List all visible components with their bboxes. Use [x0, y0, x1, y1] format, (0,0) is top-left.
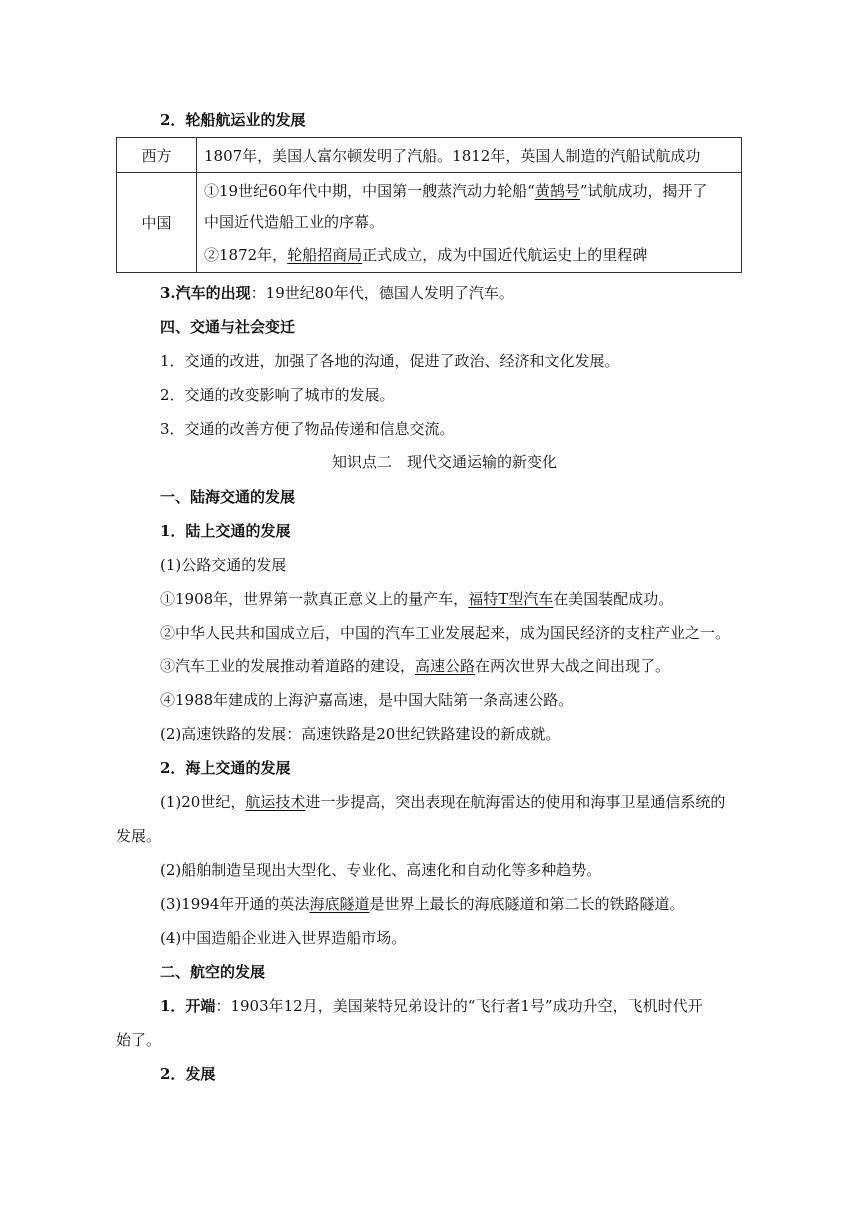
paragraph-sea-1-cont: 发展。	[116, 827, 162, 845]
text: 正式成立，成为中国近代航运史上的里程碑	[362, 246, 648, 264]
paragraph-sea-3	[160, 894, 684, 914]
knowledge-point-title: 知识点二 现代交通运输的新变化	[332, 453, 558, 471]
text: ①19世纪60年代中期，中国第一艘蒸汽动力轮船“	[204, 182, 535, 200]
text: ”试航成功，揭开了	[579, 182, 708, 200]
table-cell-china-content	[197, 173, 742, 273]
subheading-land: 1．陆上交通的发展	[160, 522, 291, 540]
text: ①1908年，世界第一款真正意义上的量产车，	[160, 590, 469, 608]
text: 是世界上最长的海底隧道和第二长的铁路隧道。	[369, 895, 685, 913]
paragraph-road-2: ②中华人民共和国成立后，中国的汽车工业发展起来，成为国民经济的支柱产业之一。	[160, 624, 731, 642]
text: ③汽车工业的发展推动着道路的建设，	[160, 657, 416, 675]
paragraph-air-1-cont: 始了。	[116, 1031, 162, 1049]
paragraph-road-3	[160, 656, 670, 676]
paragraph-road-4: ④1988年建成的上海沪嘉高速，是中国大陆第一条高速公路。	[160, 691, 574, 709]
section-heading-society: 四、交通与社会变迁	[160, 318, 296, 336]
subheading-sea: 2．海上交通的发展	[160, 759, 291, 777]
list-item: 2．交通的改变影响了城市的发展。	[160, 386, 395, 404]
text: 进一步提高，突出表现在航海雷达的使用和海事卫星通信系统的	[305, 793, 726, 811]
china-line-3	[204, 239, 735, 272]
text: ：1903年12月，美国莱特兄弟设计的“飞行者1号”成功升空，飞机时代开	[215, 997, 703, 1015]
bold-label: 3.汽车的出现	[160, 284, 251, 302]
section-heading-land-sea: 一、陆海交通的发展	[160, 488, 296, 506]
paragraph-sea-1	[160, 792, 725, 812]
underlined-term: 黄鹄号	[534, 182, 580, 200]
china-line-1	[204, 173, 735, 206]
table-row	[117, 173, 742, 273]
subheading-road: (1)公路交通的发展	[160, 556, 287, 574]
text: (1)20世纪，	[160, 793, 246, 811]
table-cell-china-label: 中国	[117, 173, 197, 273]
underlined-term: 航运技术	[245, 793, 306, 811]
text: 在两次世界大战之间出现了。	[475, 657, 671, 675]
text: (3)1994年开通的英法	[160, 895, 310, 913]
bold-label: 1．开端	[160, 997, 216, 1015]
subheading-air-development: 2．发展	[160, 1065, 216, 1083]
paragraph-sea-4: (4)中国造船企业进入世界造船市场。	[160, 929, 407, 947]
paragraph-car	[160, 283, 514, 303]
table-row	[117, 138, 742, 173]
text: ②1872年，	[204, 246, 288, 264]
table-cell-west-content: 1807年，美国人富尔顿发明了汽船。1812年，英国人制造的汽船试航成功	[197, 138, 742, 173]
section-heading-aviation: 二、航空的发展	[160, 963, 266, 981]
list-item: 3．交通的改善方便了物品传递和信息交流。	[160, 420, 455, 438]
underlined-term: 轮船招商局	[287, 246, 363, 264]
section-heading-steamship: 2．轮船航运业的发展	[160, 111, 306, 129]
underlined-term: 高速公路	[415, 657, 476, 675]
list-item: 1．交通的改进，加强了各地的沟通，促进了政治、经济和文化发展。	[160, 352, 620, 370]
text: 在美国装配成功。	[553, 590, 674, 608]
paragraph-road-1	[160, 589, 673, 609]
paragraph-air-1	[160, 996, 703, 1016]
table-cell-west-label: 西方	[117, 138, 197, 173]
steamship-table	[116, 137, 742, 273]
paragraph-sea-2: (2)船舶制造呈现出大型化、专业化、高速化和自动化等多种趋势。	[160, 861, 602, 879]
paragraph-rail: (2)高速铁路的发展：高速铁路是20世纪铁路建设的新成就。	[160, 725, 561, 743]
underlined-term: 海底隧道	[309, 895, 370, 913]
underlined-term: 福特T型汽车	[468, 590, 554, 608]
text: ：19世纪80年代，德国人发明了汽车。	[250, 284, 514, 302]
china-line-2: 中国近代造船工业的序幕。	[204, 213, 385, 231]
